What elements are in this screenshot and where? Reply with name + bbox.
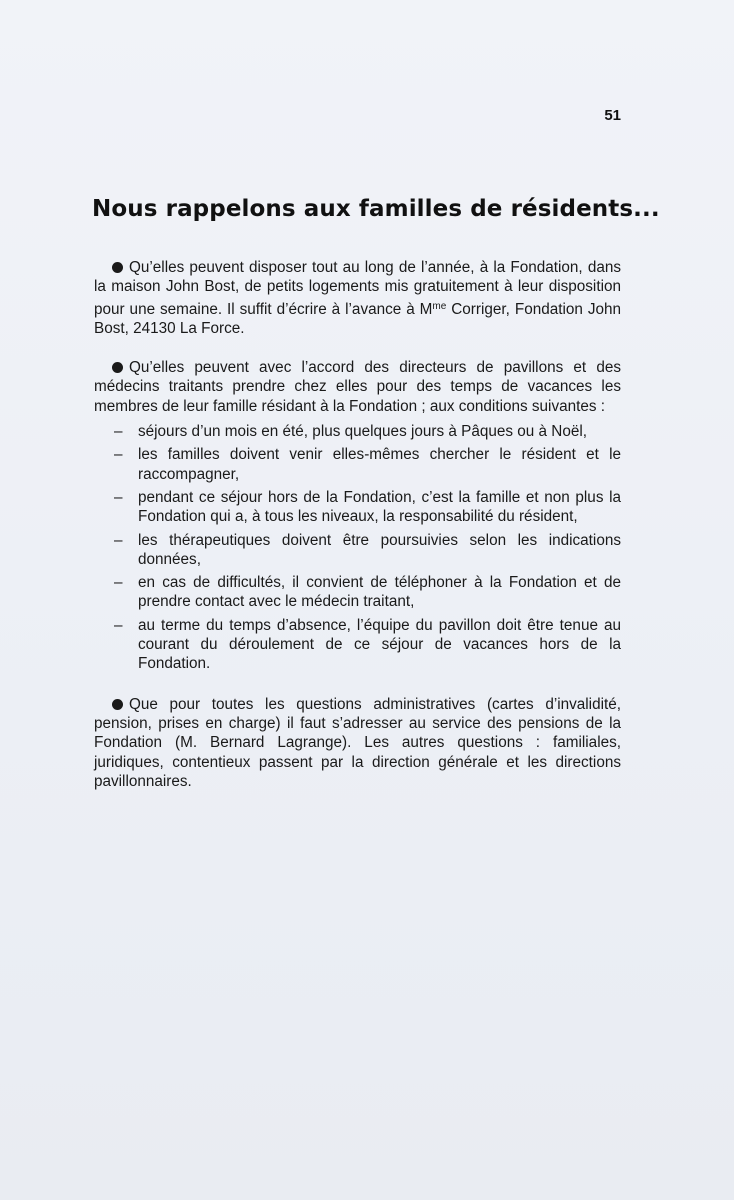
page-number: 51	[604, 107, 621, 124]
paragraph-visits-text-end: Corriger, Fondation John Bost, 24130 La Force.	[94, 300, 621, 337]
list-item-text: au terme du temps d’absence, l’équipe du pavillon doit être tenue au courant du déroulement de ce séjour de vacances hors de la Fondation.	[138, 616, 621, 673]
dash-marker: –	[114, 574, 123, 592]
dash-marker: –	[114, 531, 123, 549]
list-item	[94, 422, 621, 441]
list-item	[94, 445, 621, 484]
bullet-icon	[112, 699, 123, 710]
list-item	[94, 531, 621, 570]
dash-marker: –	[114, 616, 123, 634]
list-item	[94, 573, 621, 612]
bullet-icon	[112, 262, 123, 273]
dash-marker: –	[114, 446, 123, 464]
page-title: Nous rappelons aux familles de résidents...	[92, 196, 660, 222]
list-item	[94, 488, 621, 527]
conditions-list	[94, 422, 621, 674]
document-body	[94, 258, 621, 811]
dash-marker: –	[114, 488, 123, 506]
paragraph-administrative	[94, 695, 621, 791]
list-item-text: les thérapeutiques doivent être poursuivies selon les indications données,	[138, 531, 621, 568]
list-item	[94, 616, 621, 674]
list-item-text: les familles doivent venir elles-mêmes chercher le résident et le raccompagner,	[138, 446, 621, 483]
paragraph-administrative-text: Que pour toutes les questions administratives (cartes d’invalidité, pension, prises en charge) il faut s’adresser au service des pensions de la Fondation (M. Bernard Lagrange). Les autres questions : familiales, juridiques, contentieux passent par la direction générale et les directions pavillonnaires.	[94, 695, 621, 790]
paragraph-holidays	[94, 358, 621, 416]
bullet-icon	[112, 362, 123, 373]
list-item-text: pendant ce séjour hors de la Fondation, c’est la famille et non plus la Fondation qui a, à tous les niveaux, la responsabilité du résident,	[138, 488, 621, 526]
paragraph-visits-text: Qu’elles peuvent disposer tout au long de l’année, à la Fondation, dans la maison John Bost, de petits logements mis gratuitement à leur disposition pour une semaine. Il suffit d’écrire à l’avance à M	[94, 259, 621, 318]
dash-marker: –	[114, 423, 123, 441]
paragraph-visits	[94, 258, 621, 338]
list-item-text: séjours d’un mois en été, plus quelques jours à Pâques ou à Noël,	[138, 423, 587, 441]
paragraph-holidays-text: Qu’elles peuvent avec l’accord des directeurs de pavillons et des médecins traitants prendre chez elles pour des temps de vacances les membres de leur famille résidant à la Fondation ; aux conditions suivantes :	[94, 359, 621, 415]
superscript-me: me	[432, 300, 447, 312]
list-item-text: en cas de difficultés, il convient de téléphoner à la Fondation et de prendre contact avec le médecin traitant,	[138, 574, 621, 611]
